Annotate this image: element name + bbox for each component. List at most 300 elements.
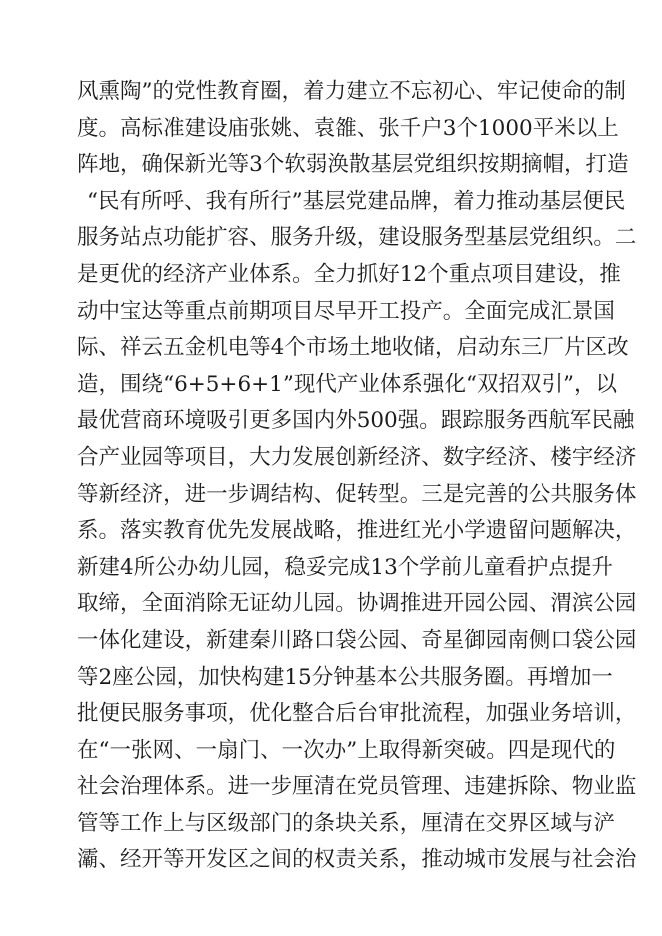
text-glyph: 双 [476, 371, 499, 397]
text-glyph: 区 [585, 335, 608, 361]
text-glyph: 门 [238, 737, 261, 763]
text-glyph: 在 [464, 810, 486, 836]
text-glyph: 三 [421, 481, 443, 507]
text-glyph: 动 [77, 298, 99, 324]
text-glyph: 力 [474, 188, 497, 214]
text-glyph: 调 [249, 481, 271, 507]
text-glyph: 袋 [571, 627, 594, 653]
text-glyph: 摘 [521, 152, 543, 178]
text-glyph: 体 [163, 774, 185, 800]
text-glyph: 民 [603, 188, 626, 214]
text-glyph: 园 [313, 591, 336, 617]
text-glyph: 推 [399, 591, 422, 617]
text-glyph: 以 [595, 371, 618, 397]
text-glyph: 发 [249, 518, 271, 544]
text-glyph: 招 [498, 371, 520, 397]
text-glyph: 济 [507, 444, 529, 470]
text-line [77, 257, 621, 294]
text-glyph: 新 [184, 152, 207, 178]
text-glyph: 增 [548, 664, 570, 690]
text-glyph: 经 [163, 261, 185, 287]
text-glyph: 再 [526, 664, 549, 690]
text-glyph: 袁 [313, 115, 336, 141]
text-glyph: 落 [120, 518, 142, 544]
text-glyph: 13 [370, 554, 398, 580]
text-glyph: 立 [367, 79, 390, 104]
text-glyph: 军 [569, 408, 592, 434]
text-glyph: 宇 [571, 444, 594, 470]
text-glyph: 济 [141, 481, 164, 507]
text-glyph: 上 [163, 810, 185, 836]
text-line [77, 477, 637, 514]
text-glyph: 3 [442, 115, 457, 141]
text-glyph: 力 [270, 444, 293, 470]
text-glyph: 站 [120, 225, 142, 251]
text-glyph: 层 [560, 188, 583, 214]
text-glyph: 4 [120, 554, 134, 580]
text-glyph: 外 [335, 408, 357, 434]
text-line [77, 550, 613, 587]
text-glyph: 绕 [141, 371, 164, 397]
text-line [77, 733, 616, 770]
text-glyph: 次 [303, 737, 325, 763]
text-glyph: ， [434, 335, 457, 361]
text-glyph: 题 [550, 518, 572, 544]
text-glyph: 个 [427, 261, 449, 287]
text-glyph: 口 [313, 627, 336, 653]
text-glyph: 步 [227, 481, 250, 507]
text-glyph: 除 [528, 774, 551, 800]
text-glyph: 审 [378, 701, 400, 727]
text-glyph: ， [335, 518, 357, 544]
text-glyph: 公 [155, 554, 177, 580]
text-glyph: 等 [249, 335, 271, 361]
text-glyph: 清 [442, 810, 465, 836]
text-glyph: 点 [548, 554, 570, 580]
text-glyph: ， [98, 371, 121, 397]
text-glyph: 合 [77, 444, 99, 470]
text-glyph: 发 [292, 444, 314, 470]
text-glyph: 多 [270, 408, 293, 434]
text-glyph: 的 [582, 79, 605, 104]
text-glyph: 园 [614, 591, 637, 617]
text-glyph: 加 [198, 664, 220, 690]
text-glyph: 打 [585, 152, 608, 178]
text-glyph: 踪 [462, 408, 484, 434]
text-glyph: 推 [599, 261, 621, 287]
text-glyph: 稳 [284, 554, 306, 580]
text-glyph: 15 [284, 664, 312, 690]
text-glyph: 域 [550, 810, 572, 836]
text-glyph: 、 [442, 774, 465, 800]
text-glyph: 务 [98, 225, 121, 251]
text-glyph: 厘 [421, 810, 443, 836]
text-glyph: 力 [335, 261, 357, 287]
text-glyph: 员 [378, 774, 400, 800]
text-glyph: 所 [133, 554, 156, 580]
text-glyph: 无 [227, 591, 250, 617]
text-glyph: 会 [593, 847, 615, 873]
text-glyph: 进 [184, 481, 207, 507]
text-glyph: 学 [464, 518, 486, 544]
text-glyph: 的 [292, 847, 314, 873]
text-glyph: 园 [485, 627, 508, 653]
text-glyph: 区 [528, 810, 551, 836]
text-glyph: 记 [518, 79, 540, 104]
text-glyph: 公 [356, 627, 379, 653]
text-glyph: 市 [305, 335, 328, 361]
text-glyph: 一 [109, 737, 132, 763]
text-glyph: 引 [541, 371, 564, 397]
text-glyph: 双 [519, 371, 542, 397]
text-glyph: 系 [77, 518, 99, 544]
text-glyph: 物 [571, 774, 594, 800]
text-glyph: 心 [453, 79, 476, 104]
text-glyph: 理 [421, 774, 443, 800]
text-glyph: 后 [335, 701, 357, 727]
text-glyph: 软 [284, 152, 306, 178]
text-glyph: ， [431, 188, 454, 214]
text-glyph: 务 [462, 664, 484, 690]
text-glyph: 米 [554, 115, 576, 141]
text-glyph: 事 [184, 701, 207, 727]
text-glyph: 雒 [335, 115, 357, 141]
text-glyph: 12 [399, 261, 428, 287]
text-glyph: 改 [607, 335, 629, 361]
text-glyph: 数 [442, 444, 465, 470]
text-glyph: 一 [591, 664, 613, 690]
text-glyph: 批 [77, 701, 99, 727]
text-glyph: 全 [464, 298, 486, 324]
text-glyph: 服 [571, 481, 594, 507]
text-glyph: 是 [529, 737, 551, 763]
text-line [77, 513, 637, 550]
text-glyph: 化 [444, 371, 466, 397]
text-glyph: 地 [370, 335, 392, 361]
text-glyph: 产 [206, 261, 228, 287]
text-glyph: 建 [367, 188, 389, 214]
text-glyph: 代 [315, 371, 337, 397]
text-glyph: ” [291, 188, 303, 214]
text-glyph: 推 [356, 518, 379, 544]
text-line [77, 806, 615, 843]
text-glyph: 完 [507, 298, 529, 324]
text-glyph: 管 [399, 774, 422, 800]
text-glyph: 有 [227, 188, 249, 214]
text-glyph: 业 [358, 371, 380, 397]
text-glyph: 开 [442, 591, 465, 617]
text-glyph: 的 [141, 261, 164, 287]
text-glyph: 建 [141, 627, 164, 653]
text-glyph: 系 [401, 371, 423, 397]
text-line [77, 696, 637, 733]
text-glyph: 优 [120, 261, 142, 287]
text-line [77, 586, 637, 623]
text-glyph: 、 [292, 115, 314, 141]
text-glyph: 基 [370, 152, 392, 178]
text-glyph: 济 [399, 444, 422, 470]
text-glyph: 业 [593, 774, 615, 800]
text-glyph: 基 [485, 225, 508, 251]
text-glyph: 新 [98, 481, 121, 507]
text-glyph: 三 [521, 335, 543, 361]
text-glyph: 留 [507, 518, 529, 544]
text-glyph: 型 [464, 225, 486, 251]
text-glyph: 面 [163, 591, 185, 617]
text-glyph: 工 [120, 810, 142, 836]
text-glyph: 目 [513, 261, 535, 287]
text-glyph: 经 [593, 444, 615, 470]
text-glyph: 楼 [550, 444, 572, 470]
text-glyph: 达 [141, 298, 164, 324]
text-glyph: 开 [184, 847, 207, 873]
text-glyph: 织 [456, 152, 478, 178]
text-glyph: 等 [163, 298, 185, 324]
text-glyph: 体 [98, 627, 121, 653]
text-glyph: 开 [141, 847, 164, 873]
text-glyph: 办 [176, 554, 199, 580]
text-glyph: 升 [591, 554, 613, 580]
text-glyph: 学 [419, 554, 441, 580]
text-glyph: 初 [432, 79, 454, 104]
text-glyph: 、 [475, 79, 497, 104]
text-glyph: 公 [133, 664, 156, 690]
text-glyph: 升 [313, 225, 336, 251]
text-glyph: 网 [152, 737, 175, 763]
text-glyph: 新 [206, 627, 228, 653]
text-glyph: 协 [356, 591, 379, 617]
text-glyph: 治 [120, 774, 142, 800]
text-glyph: 500 [356, 408, 398, 434]
text-glyph: 一 [249, 774, 271, 800]
text-glyph: 不 [389, 79, 411, 104]
text-glyph: 除 [206, 591, 228, 617]
text-glyph: 。 [505, 664, 527, 690]
text-glyph: 破 [464, 737, 487, 763]
text-glyph: 场 [327, 335, 349, 361]
text-line [77, 367, 618, 404]
text-glyph: 步 [270, 774, 293, 800]
text-glyph: 的 [593, 737, 616, 763]
text-glyph: 五 [163, 335, 185, 361]
text-glyph: 项 [270, 298, 293, 324]
text-glyph: 品 [388, 188, 411, 214]
text-glyph: 全 [141, 591, 164, 617]
text-line [77, 660, 613, 697]
text-glyph: 设 [399, 225, 422, 251]
text-glyph: 1000 [477, 115, 533, 141]
text-glyph: ， [120, 591, 142, 617]
text-glyph: 层 [507, 225, 529, 251]
text-glyph: 张 [131, 737, 153, 763]
text-glyph: 力 [324, 79, 347, 104]
text-glyph: 完 [464, 481, 486, 507]
text-glyph: 体 [614, 481, 637, 507]
text-glyph: 园 [241, 554, 263, 580]
text-glyph: 构 [292, 481, 314, 507]
text-glyph: 南 [507, 627, 529, 653]
text-glyph: 党 [413, 152, 435, 178]
text-glyph: 党 [528, 225, 551, 251]
text-glyph: 制 [604, 79, 626, 104]
text-glyph: 关 [356, 810, 379, 836]
text-glyph: 经 [485, 444, 508, 470]
text-glyph: 进 [227, 774, 250, 800]
text-line [77, 74, 626, 111]
text-glyph: 与 [184, 810, 207, 836]
text-glyph: 发 [507, 847, 529, 873]
text-glyph: ， [281, 79, 304, 104]
text-glyph: 命 [561, 79, 583, 104]
text-glyph: 个 [284, 335, 306, 361]
text-glyph: 全 [313, 261, 336, 287]
text-glyph: 民 [591, 408, 613, 434]
text-glyph: 提 [569, 554, 592, 580]
text-glyph: 个 [456, 115, 478, 141]
text-glyph: 东 [499, 335, 521, 361]
text-glyph: ” [282, 371, 294, 397]
text-glyph: “ [465, 371, 477, 397]
text-glyph: 工 [378, 298, 400, 324]
text-glyph: 经 [378, 444, 400, 470]
text-glyph: 路 [292, 627, 314, 653]
text-glyph: 等 [163, 847, 185, 873]
text-glyph: 型 [378, 481, 400, 507]
text-glyph: 系 [378, 810, 400, 836]
text-glyph: 构 [241, 664, 263, 690]
text-glyph: 性 [195, 79, 218, 104]
text-glyph: 光 [421, 518, 443, 544]
text-glyph: 。 [335, 591, 357, 617]
text-glyph: 新 [77, 554, 99, 580]
text-glyph: 袋 [335, 627, 357, 653]
text-glyph: 园 [141, 444, 164, 470]
text-glyph: 育 [184, 518, 207, 544]
text-glyph: 推 [421, 847, 443, 873]
text-glyph: 等 [98, 810, 121, 836]
text-line [77, 111, 619, 148]
text-glyph: 系 [378, 847, 400, 873]
text-glyph: ” [563, 371, 575, 397]
text-glyph: 的 [507, 481, 529, 507]
text-glyph: 基 [539, 188, 561, 214]
text-glyph: 、 [356, 115, 379, 141]
text-glyph: 产 [336, 371, 359, 397]
text-glyph: 与 [550, 847, 572, 873]
text-glyph: 功 [163, 225, 185, 251]
text-glyph: 强 [507, 701, 529, 727]
text-glyph: 千 [399, 115, 422, 141]
text-glyph: 等 [77, 481, 99, 507]
text-glyph: 圈 [260, 79, 282, 104]
text-glyph: 在 [77, 737, 99, 763]
text-glyph: 监 [614, 774, 637, 800]
text-glyph: 动 [477, 335, 500, 361]
text-glyph: 市 [485, 847, 508, 873]
text-glyph: 上 [357, 737, 379, 763]
text-glyph: 建 [98, 554, 121, 580]
text-glyph: 共 [419, 664, 441, 690]
text-glyph: 流 [421, 701, 443, 727]
text-glyph: 前 [440, 554, 463, 580]
text-glyph: ， [614, 518, 637, 544]
text-glyph: 商 [141, 408, 164, 434]
text-glyph: 帽 [542, 152, 565, 178]
text-glyph: 渭 [550, 591, 572, 617]
text-glyph: 度 [77, 115, 99, 141]
text-glyph: 务 [505, 408, 527, 434]
text-glyph: ， [564, 152, 586, 178]
text-glyph: “ [87, 188, 98, 214]
text-glyph: 产 [421, 298, 443, 324]
text-glyph: 块 [335, 810, 357, 836]
text-glyph: 以 [575, 115, 598, 141]
text-glyph: 、 [98, 847, 121, 873]
text-glyph: 目 [206, 444, 228, 470]
text-glyph: 风 [77, 79, 99, 104]
text-glyph: 抓 [356, 261, 379, 287]
text-glyph: 3 [249, 152, 263, 178]
text-glyph: ， [184, 627, 207, 653]
text-glyph: 违 [464, 774, 486, 800]
text-glyph: 服 [77, 225, 99, 251]
text-glyph: 解 [571, 518, 594, 544]
text-glyph: 庙 [227, 115, 250, 141]
text-glyph: ， [577, 261, 600, 287]
text-glyph: 西 [526, 408, 549, 434]
text-glyph: 幼 [270, 591, 293, 617]
text-glyph: 系 [270, 261, 293, 287]
text-glyph: 内 [313, 408, 336, 434]
text-glyph: 张 [249, 115, 271, 141]
text-glyph: 强 [422, 371, 445, 397]
text-glyph: 等 [227, 152, 250, 178]
text-glyph: 收 [391, 335, 414, 361]
text-glyph: 共 [550, 481, 572, 507]
text-glyph: 光 [206, 152, 228, 178]
text-glyph: 经 [120, 847, 142, 873]
text-line [77, 623, 637, 660]
text-glyph: 的 [292, 810, 314, 836]
text-glyph: 清 [313, 774, 336, 800]
text-glyph: ， [399, 847, 422, 873]
text-glyph: ” [141, 79, 153, 104]
text-glyph: 点 [470, 261, 492, 287]
text-glyph: 园 [378, 627, 400, 653]
text-glyph: 建 [184, 115, 207, 141]
text-glyph: 设 [206, 115, 228, 141]
text-glyph: 目 [292, 298, 314, 324]
text-glyph: 灞 [77, 847, 99, 873]
text-glyph: ， [399, 810, 422, 836]
text-glyph: 牢 [496, 79, 519, 104]
text-glyph: 、 [528, 591, 551, 617]
text-glyph: 服 [440, 664, 463, 690]
text-glyph: 党 [345, 188, 368, 214]
text-glyph: 儿 [462, 554, 484, 580]
text-glyph: 跟 [440, 408, 463, 434]
text-glyph: 善 [485, 481, 508, 507]
text-glyph: 教 [163, 518, 185, 544]
text-glyph: 结 [270, 481, 293, 507]
text-glyph: 扇 [217, 737, 239, 763]
text-glyph: 启 [456, 335, 478, 361]
text-glyph: 区 [206, 810, 228, 836]
text-glyph: 二 [614, 225, 637, 251]
text-glyph: 级 [335, 225, 357, 251]
text-glyph: 分 [311, 664, 334, 690]
text-glyph: 、 [421, 444, 443, 470]
